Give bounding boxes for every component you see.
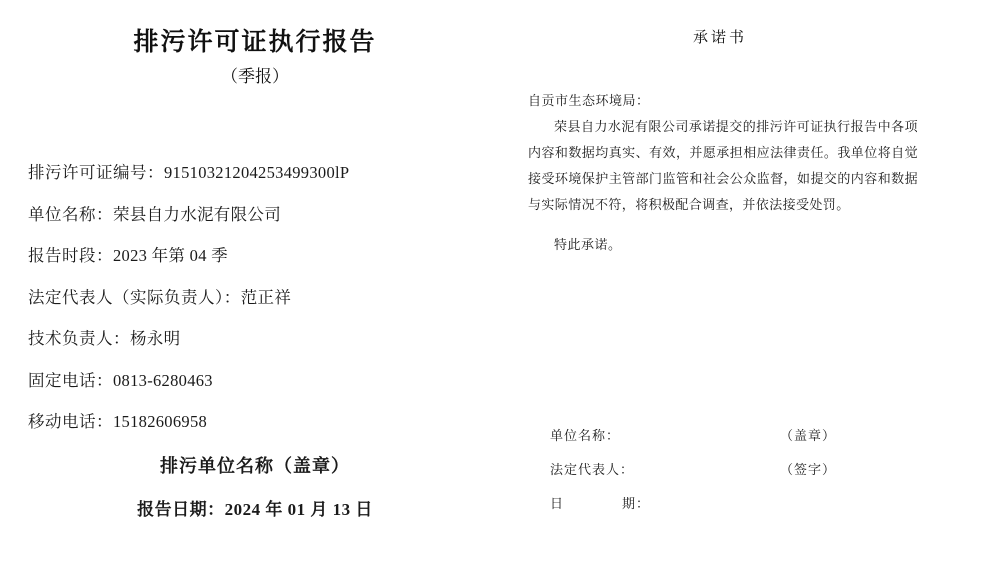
signature-company-label: 单位名称： (550, 428, 621, 443)
field-permit-number (28, 165, 498, 182)
page-title: 排污许可证执行报告 (133, 29, 377, 56)
signature-date-label-right: 期： (621, 496, 650, 511)
signature-legal-rep-note: （签字） (780, 462, 837, 477)
field-report-period-label: 报告时段： (28, 246, 113, 265)
field-company-name-value: 荣县自力水泥有限公司 (113, 204, 281, 224)
page-subtitle: （季报） (221, 67, 289, 86)
report-date-line: 报告日期：2024 年 01 月 13 日 (137, 500, 373, 519)
stamp-line: 排污单位名称（盖章） (160, 456, 350, 476)
field-company-name (28, 204, 498, 224)
signature-date-label-left: 日 (550, 496, 565, 511)
pledge-body (528, 88, 918, 258)
field-company-name-label: 单位名称： (28, 204, 113, 224)
signature-row-company (550, 425, 970, 459)
signature-company-note: （盖章） (780, 428, 837, 443)
report-fields (28, 165, 498, 456)
signature-date-label (550, 493, 650, 512)
signature-row-legal-rep (550, 459, 970, 493)
field-permit-number-value: 91510321204253499300lP (164, 163, 350, 182)
pledge-title: 承诺书 (692, 30, 747, 46)
field-report-period (28, 248, 498, 265)
field-landline-label: 固定电话： (28, 370, 113, 390)
field-legal-representative-label: 法定代表人（实际负责人）： (28, 287, 241, 307)
field-mobile-value: 15182606958 (113, 412, 208, 431)
signature-row-date (550, 493, 970, 527)
field-legal-representative-value: 范正祥 (240, 287, 292, 307)
field-landline-value: 0813-6280463 (113, 370, 213, 390)
signature-legal-rep-label: 法定代表人： (550, 462, 635, 477)
field-mobile-label: 移动电话： (28, 412, 113, 431)
field-technical-manager-label: 技术负责人： (28, 329, 130, 348)
field-mobile (28, 414, 498, 431)
signature-block (550, 425, 970, 527)
field-legal-representative (28, 287, 498, 307)
field-permit-number-label: 排污许可证编号： (28, 163, 164, 182)
right-page (510, 0, 1000, 582)
pledge-closing: 特此承诺。 (554, 237, 622, 252)
field-report-period-value: 2023 年第 04 季 (113, 246, 228, 265)
pledge-salutation: 自贡市生态环境局： (528, 93, 650, 108)
field-technical-manager (28, 331, 498, 348)
pledge-paragraph: 荣县自力水泥有限公司承诺提交的排污许可证执行报告中各项内容和数据均真实、有效，并愿承担相应法律责任。我单位将自觉接受环境保护主管部门监管和社会公众监督，如提交的内容和数据与实际情况不符，将积极配合调查，并依法接受处罚。 (528, 119, 918, 212)
field-landline (28, 370, 498, 390)
field-technical-manager-value: 杨永明 (130, 329, 181, 348)
